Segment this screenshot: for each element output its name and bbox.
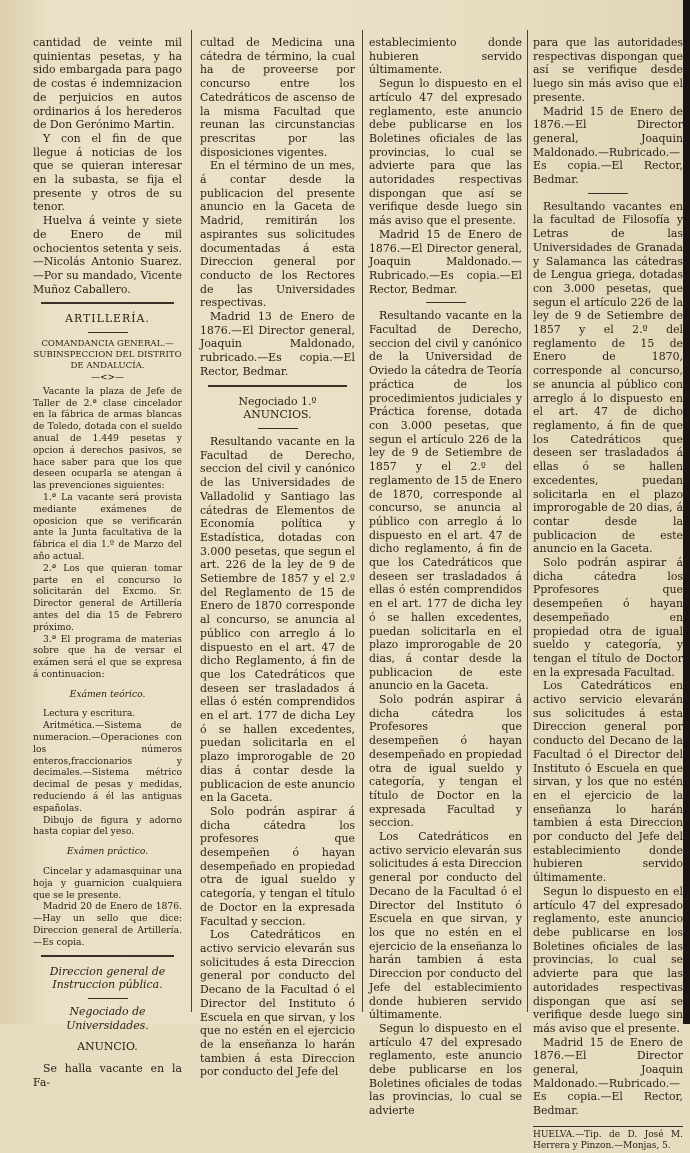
paragraph: Resultando vacante en la Facultad de Derecho, seccion del civil y canónico de las Universidades de Valladolid y Santiago las cátedras de Elementos de Economía política y Estadística, dotadas con 3.000 pesetas, que segun el art. 226 de la ley de 9 de Setiembre de 1857 y el 2.º del Reglamento de 15 de Enero de 1870 corresponde al concurso, se anuncia al público con arreglo á lo dispuesto en el art. 47 de dicho Reglamento, á fin de que los Catedráticos que deseen ser trasladados á ellas ó estén comprendidos en el art. 177 de dicha Ley ó se hallen excedentes, puedan solicitarla en el plazo improrogable de 20 dias á contar desde la publicacion de este anuncio en la Gaceta. [200,434,355,805]
paragraph: Lectura y escritura. [43,708,136,720]
artilleria-notice [33,386,182,949]
column-1 [33,36,182,1089]
subheading: COMANDANCIA GENERAL.—SUBINSPECCION DEL DISTRITO DE ANDALUCÍA. [33,339,182,372]
paragraph: Madrid 15 de Enero de 1876.—El Director general, Joaquin Maldonado.—Rubricado.—Es copia.—El Rector, Bedmar. [369,227,522,296]
paragraph: para que las autoridades respectivas dispongan que así se verifique desde luego sin más aviso que el presente. [533,36,683,104]
divider [426,302,466,303]
paragraph: Vacante la plaza de Jefe de Taller de 2.ª clase cincelador en la fábrica de armas blancas de Toledo, dotada con el sueldo anual de 1.449 pesetas y opcion á derechos pasivos, se hace saber para que los que deseen ocuparla se atengan á las prevenciones siguientes: [33,385,182,492]
paragraph: Madrid 13 de Enero de 1876.—El Director general, Joaquin Maldonado, rubricado.—Es copia.—El Rector, Bedmar. [200,310,355,378]
ornament: —<>— [90,373,125,384]
paragraph: cantidad de veinte mil quinientas pesetas, y ha sido embargada para pago de costas é indemnizacion de perjuicios en autos ordinarios á los herederos de Don Gerónimo Martin. [33,36,182,132]
printer-imprint: HUELVA.—Tip. de D. José M. Herrera y Pinzon.—Monjas, 5. [533,1126,683,1153]
subheading: Exámen teórico. [69,688,146,700]
paragraph: Se halla vacante en la Fa- [33,1062,182,1089]
paragraph: Resultando vacantes en la facultad de Filosofía y Letras de las Universidades de Granada y Salamanca las cátedras de Lengua griega, dotadas con 3.000 pesetas, que segun el artículo 226 de la ley de 9 de Setiembre de 1857 y el 2.º del reglamento de 15 de Enero de 1870, corresponde al concurso, se anuncia al público con arreglo á lo dispuesto en el art. 47 de dicho reglamento, á fin de que los Catedráticos que deseen ser trasladados á ellas ó se hallen excedentes, puedan solicitarla en el plazo improrogable de 20 dias, á contar desde la publicacion de este anuncio en la Gaceta. [533,199,683,556]
subheading: ANUNCIO. [77,1040,138,1054]
section-heading: ANUNCIOS. [243,408,312,422]
paragraph: Y con el fin de que llegue á noticias de los que se quieran interesar en la subasta, se fija el presente y otros de su tenor. [33,131,182,214]
paragraph: Huelva á veinte y siete de Enero de mil ochocientos setenta y seis.—Nicolás Antonio Suarez.—Por su mandado, Vicente Muñoz Caballero. [33,214,182,296]
divider [588,193,628,194]
paragraph: Los Catedráticos en activo servicio elevarán sus solicitudes á esta Direccion general por conducto del Decano de la Facultad ó el Director del Instituto ó Escuela en que sirvan, y los que no estén en el ejercicio de la enseñanza lo harán tambien á esta Direccion por conducto del Jefe del [200,928,355,1079]
paragraph: Segun lo dispuesto en el artículo 47 del expresado reglamento, este anuncio debe publicarse en los Boletines oficiales de todas las provincias, lo cual se advierte [369,1021,522,1118]
column-rule [527,30,528,1012]
column-4 [533,36,683,1152]
paragraph: En el término de un mes, á contar desde la publicacion del presente anuncio en la Gaceta de Madrid, remitirán los aspirantes sus solicitudes documentadas á esta Direccion general por conducto de los Rectores de las Universidades respectivas. [200,159,355,310]
paragraph: Madrid 15 de Enero de 1876.—El Director general, Joaquin Maldonado.—Rubricado.—Es copia.—El Rector, Bedmar. [533,1035,683,1118]
paragraph: Segun lo dispuesto en el artículo 47 del expresado reglamento, este anuncio debe publicarse en los Boletines oficiales de las provincias, lo cual se advierte para que las autoridades respectivas dispongan que así se verifique desde luego sin más aviso que el presente. [533,884,683,1035]
column-3 [369,36,522,1118]
section-heading: Direccion general de Instruccion pública. [49,964,166,992]
paragraph: Resultando vacante en la Facultad de Derecho, seccion del civil y canónico de la Universidad de Oviedo la cátedra de Teoría práctica de los procedimientos judiciales y Práctica forense, dotada con 3.000 pesetas, que segun el artículo 226 de la ley de 9 de Setiembre de 1857 y el 2.º del reglamento de 15 de Enero de 1870, corresponde al concurso, se anuncia al público con arreglo á lo dispuesto en el art. 47 de dicho reglamento, á fin de que los Catedráticos que deseen ser trasladados á ellas ó estén comprendidos en el art. 177 de dicha ley ó se hallen excedentes, puedan solicitarla en el plazo improrogable de 20 dias, á contar desde la publicacion de este anuncio en la Gaceta. [369,309,522,693]
subheading: Negociado de Universidades. [66,1005,149,1032]
binding-edge [683,0,690,1024]
paragraph: Madrid 15 de Enero de 1876.—El Director general, Joaquin Maldonado.—Rubricado.—Es copia.—El Rector, Bedmar. [533,104,683,187]
column-2 [200,36,355,1079]
paragraph: Segun lo dispuesto en el artículo 47 del expresado reglamento, este anuncio debe publicarse en los Boletines oficiales de las provincias, lo cual se advierte para que las autoridades respectivas dispongan que así se verifique desde luego sin más aviso que el presente. [369,77,522,228]
paragraph: Solo podrán aspirar á dicha cátedra los Profesores que desempeñen ó hayan desempeñado en propiedad otra de igual sueldo y categoría, y tengan el título de Doctor en la expresada Facultad y seccion. [369,693,522,830]
column-rule [191,30,192,1012]
paragraph: Dibujo de figura y adorno hasta copiar del yeso. [33,814,182,838]
divider [88,332,128,333]
paragraph: Solo podrán aspirar á dicha cátedra los Pprofesores que desempeñen ó hayan desempeñado en propiedad otra de igual sueldo y categoría, y tengan el título de Doctor en la expresada Facultad. [533,556,683,679]
paragraph: Los Catedráticos en activo servicio elevarán sus solicitudes á esta Direccion general por conducto del Decano de la Facultad ó el Director del Instituto ó Escuela en que sirvan, y los que no estén en el ejercicio de la enseñanza lo harán tambien á esta Direccion por conducto del Jefe del establecimiento donde hubieren servido últimamente. [533,679,683,885]
paragraph: 1.ª La vacante será provista mediante exámenes de oposicion que se verificarán ante la Junta facultativa de la fábrica el dia 1.º de Marzo del año actual. [33,491,182,562]
section-heading: ARTILLERÍA. [65,312,150,326]
paragraph: establecimiento donde hubieren servido últimamente. [369,36,522,77]
paragraph: Cincelar y adamasquinar una hoja y guarnicion cualquiera que se le presente. [33,866,182,901]
paragraph: Solo podrán aspirar á dicha cátedra los profesores que desempeñen ó hayan desempeñado en propiedad otra de igual sueldo y categoría, y tengan el título de Doctor en la expresada Facultad y seccion. [200,804,355,928]
divider [88,998,128,999]
paragraph: Aritmética.—Sistema de numeracion.—Operaciones con los números enteros,fraccionarios y decimales.—Sistema métrico decimal de pesas y medidas, reduciendo á él las antiguas españolas. [33,720,182,814]
divider [258,428,298,429]
paragraph: cultad de Medicina una cátedra de término, la cual ha de proveerse por concurso entre los Catedráticos de ascenso de la misma Facultad que reunan las circunstancias prescritas por las disposiciones vigentes. [200,36,355,159]
subheading: Exámen práctico. [66,846,149,858]
subheading: Negociado 1.º [238,394,317,408]
column-rule [362,30,363,1012]
paragraph: 2.ª Los que quieran tomar parte en el concurso lo solicitarán del Excmo. Sr. Director general de Artillería antes del dia 15 de Febrero próximo. [33,562,182,633]
paragraph: 3.ª El programa de materias sobre que ha de versar el exámen será el que se expresa á continuacion: [33,633,182,680]
paragraph: Los Catedráticos en activo servicio elevarán sus solicitudes á esta Direccion general por conducto del Decano de la Facultad ó el Director del Instituto ó Escuela en que sirvan, y los que no estén en el ejercicio de la enseñanza lo harán tambien á esta Direccion por conducto del Jefe del establecimiento donde hubieren servido últimamente. [369,830,522,1022]
section-divider [41,302,174,304]
paragraph: Madrid 20 de Enero de 1876.—Hay un sello que dice: Direccion general de Artillería.—Es copia. [33,901,182,948]
